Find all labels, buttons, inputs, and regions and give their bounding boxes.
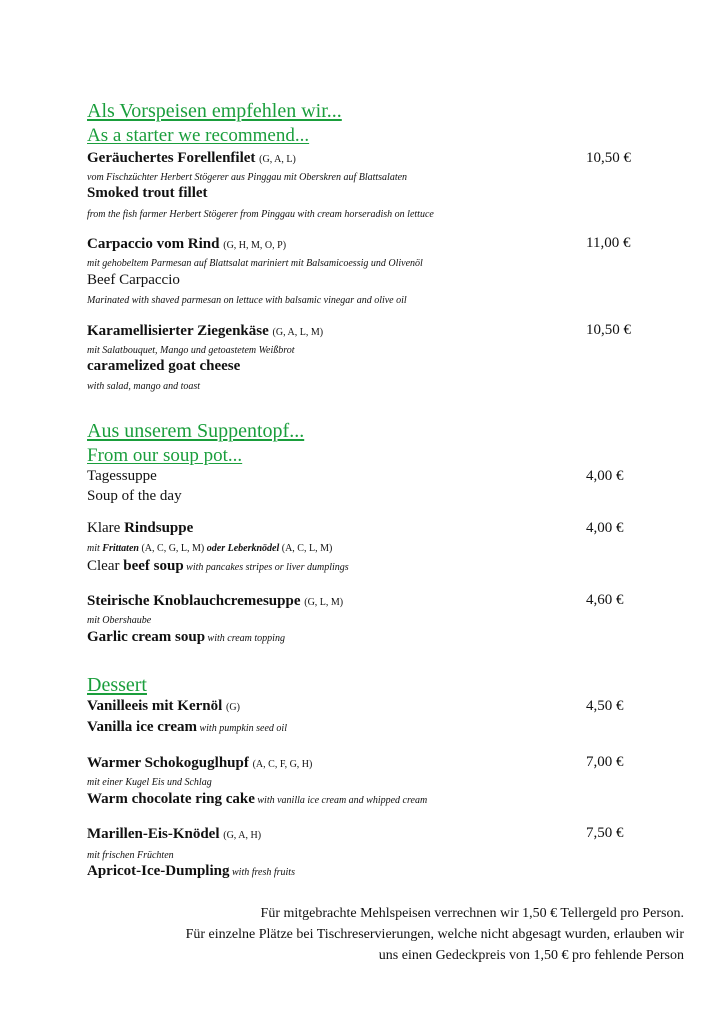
menu-item-price: 10,50 € [586, 322, 631, 338]
dessert-heading: Dessert [87, 674, 147, 696]
footer-note-line1: Für mitgebrachte Mehlspeisen verrechnen wir 1,50 € Tellergeld pro Person. [260, 906, 684, 921]
menu-item-price: 4,00 € [586, 520, 624, 536]
menu-item-desc: mit gehobeltem Parmesan auf Blattsalat mariniert mit Balsamicoessig und Olivenöl [87, 258, 423, 269]
menu-item-name: Vanilleeis mit Kernöl (G) [87, 698, 240, 714]
menu-item-name: Geräuchertes Forellenfilet (G, A, L) [87, 150, 296, 166]
menu-item-desc: mit Obershaube [87, 615, 152, 626]
menu-item-name: Tagessuppe [87, 468, 157, 484]
menu-item-name-en: Beef Carpaccio [87, 272, 180, 288]
menu-item-desc-en: with salad, mango and toast [87, 381, 201, 392]
starters-heading-en: As a starter we recommend... [87, 125, 310, 146]
starters-heading-de: Als Vorspeisen empfehlen wir... [87, 100, 342, 122]
menu-item-name: Steirische Knoblauchcremesuppe (G, L, M) [87, 593, 344, 609]
menu-item-name-en: Soup of the day [87, 488, 182, 504]
menu-item-desc-en: Marinated with shaved parmesan on lettuce with balsamic vinegar and olive oil [87, 295, 407, 306]
menu-item-name: Warmer Schokoguglhupf (A, C, F, G, H) [87, 755, 313, 771]
soups-heading-de: Aus unserem Suppentopf... [87, 420, 305, 442]
footer-note-line3: uns einen Gedeckpreis von 1,50 € pro fehlende Person [378, 948, 684, 963]
menu-item-price: 4,60 € [586, 592, 624, 608]
menu-item-desc: mit einer Kugel Eis und Schlag [87, 777, 212, 788]
menu-item-price: 4,00 € [586, 468, 624, 484]
menu-item-name-en: Clear beef soup with pancakes stripes or liver dumplings [87, 558, 349, 574]
menu-item-name: Marillen-Eis-Knödel (G, A, H) [87, 826, 262, 842]
menu-item-price: 7,50 € [586, 825, 624, 841]
menu-item-price: 10,50 € [586, 150, 631, 166]
menu-item-price: 11,00 € [586, 235, 631, 251]
menu-item-desc: mit Frittaten (A, C, G, L, M) oder Leberknödel (A, C, L, M) [87, 543, 333, 554]
menu-item-desc-en: from the fish farmer Herbert Stögerer from Pinggau with cream horseradish on lettuce [87, 209, 434, 220]
menu-item-desc: vom Fischzüchter Herbert Stögerer aus Pinggau mit Oberskren auf Blattsalaten [87, 172, 408, 183]
menu-item-name-en: Warm chocolate ring cake with vanilla ice cream and whipped cream [87, 791, 428, 807]
menu-item-name: Karamellisierter Ziegenkäse (G, A, L, M) [87, 323, 324, 339]
menu-item-name-en: Apricot-Ice-Dumpling with fresh fruits [87, 863, 295, 879]
menu-item-desc: mit Salatbouquet, Mango und getoastetem Weißbrot [87, 345, 295, 356]
menu-item-desc: mit frischen Früchten [87, 850, 174, 861]
menu-item-price: 4,50 € [586, 698, 624, 714]
menu-item-name-en: Vanilla ice cream with pumpkin seed oil [87, 719, 287, 735]
menu-item-name: Carpaccio vom Rind (G, H, M, O, P) [87, 236, 287, 252]
menu-item-name-en: caramelized goat cheese [87, 358, 241, 374]
footer-note-line2: Für einzelne Plätze bei Tischreservierungen, welche nicht abgesagt wurden, erlauben wir [185, 927, 684, 942]
menu-item-name: Klare Rindsuppe [87, 520, 194, 536]
menu-item-name-en: Smoked trout fillet [87, 185, 208, 201]
soups-heading-en: From our soup pot... [87, 445, 243, 466]
menu-item-price: 7,00 € [586, 754, 624, 770]
menu-item-name-en: Garlic cream soup with cream topping [87, 629, 285, 645]
